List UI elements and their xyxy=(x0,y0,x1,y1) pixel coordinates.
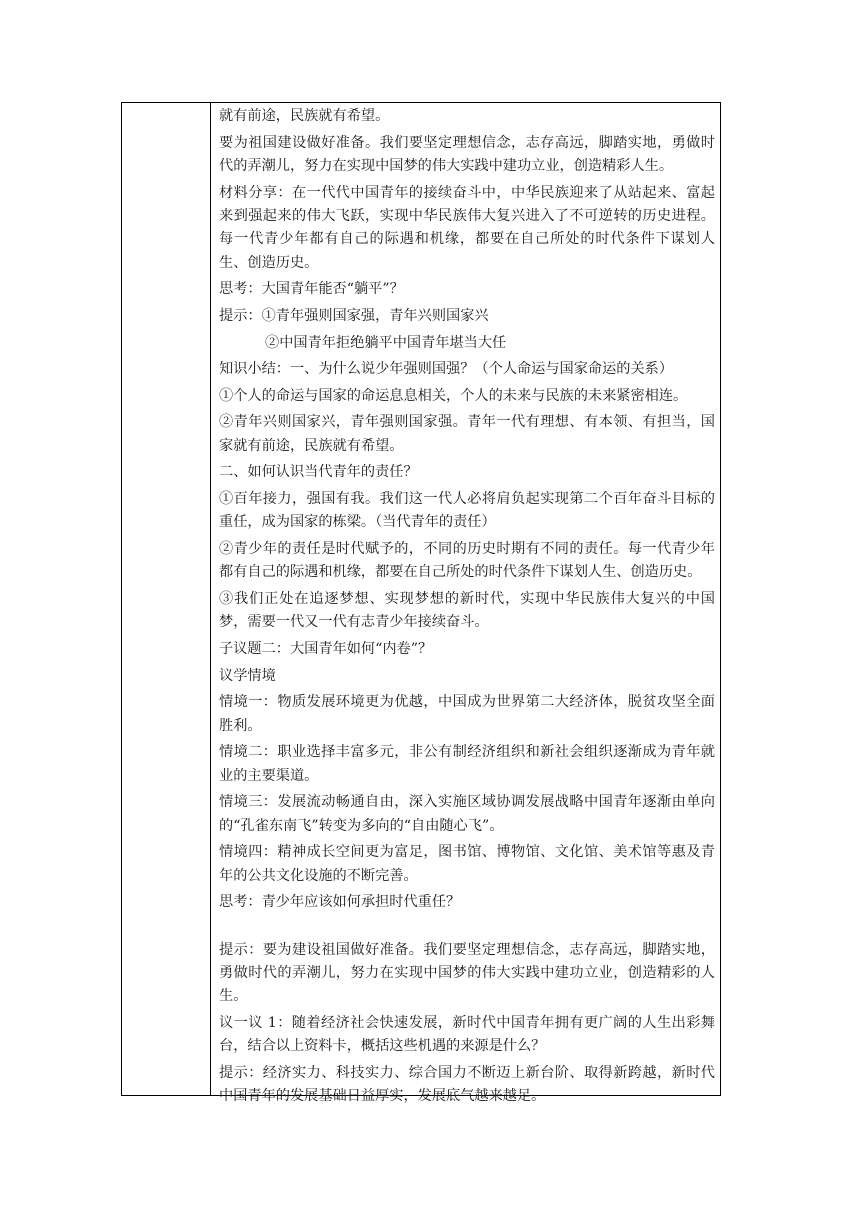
content-paragraph: 情境三：发展流动畅通自由，深入实施区域协调发展战略中国青年逐渐由单向的“孔雀东南飞”转变为多向的“自由随心飞”。 xyxy=(219,794,715,834)
content-paragraph: 知识小结：一、为什么说少年强则国强？（个人命运与国家命运的关系） xyxy=(219,361,674,378)
content-paragraph: 情境四：精神成长空间更为富足，图书馆、博物馆、文化馆、美术馆等惠及青年的公共文化设施的不断完善。 xyxy=(219,844,715,884)
lesson-table xyxy=(121,102,721,1105)
content-paragraph: ①个人的命运与国家的命运息息相关，个人的未来与民族的未来紧密相连。 xyxy=(219,387,688,404)
content-paragraph: ③我们正处在追逐梦想、实现梦想的新时代，实现中华民族伟大复兴的中国梦，需要一代又一代有志青少年接续奋斗。 xyxy=(219,590,715,631)
content-paragraph: ②中国青年拒绝躺平中国青年堪当大任 xyxy=(265,334,507,351)
lesson-content-cell xyxy=(219,105,715,1112)
content-paragraph: 议一议 1：随着经济社会快速发展，新时代中国青年拥有更广阔的人生出彩舞台，结合以上资料卡，概括这些机遇的来源是什么？ xyxy=(219,1014,715,1055)
content-paragraph: 提示：要为建设祖国做好准备。我们要坚定理想信念，志存高远，脚踏实地，勇做时代的弄潮儿，努力在实现中国梦的伟大实践中建功立业，创造精彩的人生。 xyxy=(219,941,715,1005)
content-paragraph: 二、如何认识当代青年的责任？ xyxy=(219,464,418,481)
left-column-cell xyxy=(122,103,210,1095)
content-paragraph: 思考：青少年应该如何承担时代重任？ xyxy=(219,894,461,911)
content-paragraph: 情境一：物质发展环境更为优越，中国成为世界第二大经济体，脱贫攻坚全面胜利。 xyxy=(219,694,715,734)
content-paragraph: 议学情境 xyxy=(219,667,276,684)
content-paragraph: 情境二：职业选择丰富多元，非公有制经济组织和新社会组织逐渐成为青年就业的主要渠道。 xyxy=(219,744,715,784)
content-paragraph: 子议题二：大国青年如何“内卷”？ xyxy=(219,640,433,657)
content-paragraph: 材料分享：在一代代中国青年的接续奋斗中，中华民族迎来了从站起来、富起来到强起来的伟大飞跃，实现中华民族伟大复兴进入了不可逆转的历史进程。每一代青少年都有自己的际遇和机缘，都要在自己所处的时代条件下谋划人生、创造历史。 xyxy=(219,184,715,271)
column-divider xyxy=(210,103,211,1095)
content-paragraph: 提示：①青年强则国家强，青年兴则国家兴 xyxy=(219,308,489,324)
content-paragraph: 思考：大国青年能否“躺平”？ xyxy=(219,281,404,298)
content-paragraph: 要为祖国建设做好准备。我们要坚定理想信念，志存高远，脚踏实地，勇做时代的弄潮儿，努力在实现中国梦的伟大实践中建功立业，创造精彩人生。 xyxy=(219,134,715,174)
content-paragraph: ②青少年的责任是时代赋予的，不同的历史时期有不同的责任。每一代青少年都有自己的际遇和机缘，都要在自己所处的时代条件下谋划人生、创造历史。 xyxy=(219,540,715,581)
content-paragraph: 就有前途，民族就有希望。 xyxy=(219,108,390,124)
content-paragraph: ②青年兴则国家兴，青年强则国家强。青年一代有理想、有本领、有担当，国家就有前途，民族就有希望。 xyxy=(219,414,715,454)
content-paragraph: ①百年接力，强国有我。我们这一代人必将肩负起实现第二个百年奋斗目标的重任，成为国家的栋梁。（当代青年的责任） xyxy=(219,490,715,531)
content-paragraph: 提示：经济实力、科技实力、综合国力不断迈上新台阶、取得新跨越，新时代中国青年的发展基础日益厚实，发展底气越来越足。 xyxy=(219,1064,715,1105)
